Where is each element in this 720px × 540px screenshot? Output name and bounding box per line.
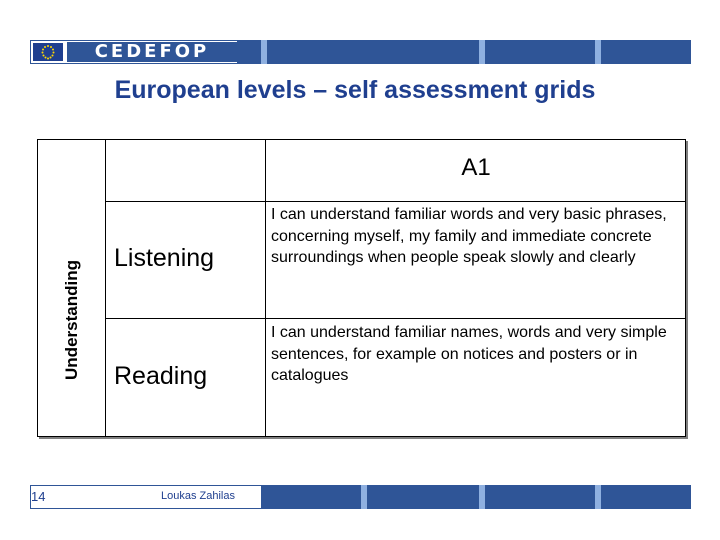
footer-banner <box>30 485 691 509</box>
skill-reading: Reading <box>114 362 208 390</box>
grid-divider <box>265 140 266 436</box>
header-banner <box>30 40 691 64</box>
brand-logo: CEDEFOP <box>67 42 237 62</box>
banner-stripe <box>479 485 485 509</box>
page-title: European levels – self assessment grids <box>114 76 596 104</box>
category-label <box>40 203 104 436</box>
category-label-text: Understanding <box>62 259 81 380</box>
logo-block <box>30 40 238 64</box>
skill-listening: Listening <box>114 244 215 272</box>
eu-flag-icon <box>33 43 63 61</box>
author-name: Loukas Zahilas <box>161 490 235 502</box>
banner-stripe <box>595 40 601 64</box>
grid-divider <box>105 140 106 436</box>
level-header: A1 <box>461 154 491 181</box>
footer-label-block <box>30 485 262 509</box>
banner-stripe <box>479 40 485 64</box>
banner-stripe <box>595 485 601 509</box>
banner-stripe <box>361 485 367 509</box>
page-number: 14 <box>31 489 46 504</box>
descriptor-listening: I can understand familiar words and very basic phrases, concerning myself, my family and immediate concrete surroundings when people speak slowly and clearly <box>271 206 667 266</box>
self-assessment-grid <box>37 139 686 437</box>
descriptor-reading: I can understand familiar names, words and very simple sentences, for example on notices and posters or in catalogues <box>271 324 667 384</box>
grid-divider <box>105 201 685 202</box>
banner-stripe <box>261 40 267 64</box>
grid-divider <box>105 318 685 319</box>
